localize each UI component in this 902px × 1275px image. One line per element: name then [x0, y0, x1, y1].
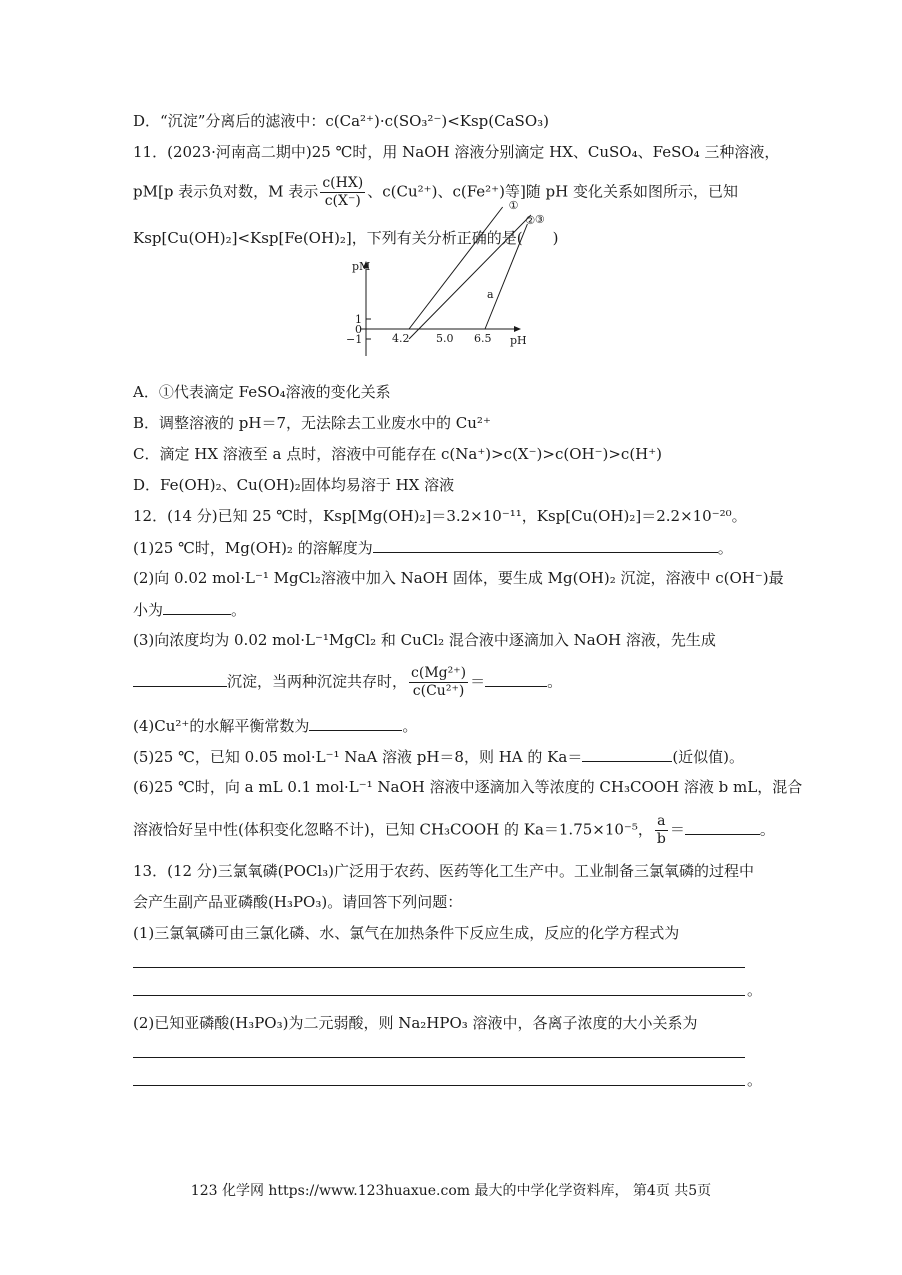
- q12-part5-end: (近似值)。: [672, 748, 745, 766]
- q11-option-c: C．滴定 HX 溶液至 a 点时，溶液中可能存在 c(Na⁺)>c(X⁻)>c(OH⁻)>c(H⁺): [133, 445, 663, 463]
- q11-stem-line2: [133, 175, 738, 210]
- answer-line[interactable]: [133, 1057, 745, 1058]
- q11-stem-line2-post: 、c(Cu²⁺)、c(Fe²⁺)等]随 pH 变化关系如图所示，已知: [367, 182, 739, 201]
- series-label-3: ③: [534, 213, 545, 226]
- y-tick-label-0: 0: [355, 323, 362, 336]
- q12-part6-end: 。: [759, 820, 775, 839]
- fraction-denominator: c(X⁻): [324, 193, 361, 209]
- answer-blank[interactable]: [485, 671, 547, 687]
- series-label-2: ②: [525, 214, 536, 227]
- fraction-denominator: b: [656, 831, 666, 847]
- q13-part1-end: 。: [747, 981, 763, 999]
- fraction-denominator: c(Cu²⁺): [412, 683, 465, 699]
- answer-line[interactable]: [133, 967, 745, 968]
- q11-option-d: D．Fe(OH)₂、Cu(OH)₂固体均易溶于 HX 溶液: [133, 476, 455, 494]
- answer-blank[interactable]: [685, 819, 760, 835]
- q11-stem-line3: Ksp[Cu(OH)₂]<Ksp[Fe(OH)₂]，下列有关分析正确的是( ): [133, 229, 559, 247]
- equals-sign: ＝: [669, 820, 685, 839]
- q12-part5-text: (5)25 ℃，已知 0.05 mol·L⁻¹ NaA 溶液 pH＝8，则 HA 的 Ka＝: [133, 748, 583, 766]
- q11-option-b: B．调整溶液的 pH＝7，无法除去工业废水中的 Cu²⁺: [133, 414, 491, 432]
- a-over-b-fraction: [655, 813, 668, 848]
- hx-ratio-fraction: [320, 175, 365, 210]
- x-axis-label: pH: [510, 334, 527, 347]
- q12-part1: [133, 537, 733, 558]
- q12-part2-end: 。: [231, 601, 247, 619]
- answer-line[interactable]: [133, 1085, 745, 1086]
- answer-blank[interactable]: [163, 599, 231, 615]
- answer-blank[interactable]: [582, 746, 672, 762]
- q10-option-d: D．“沉淀”分离后的滤液中：c(Ca²⁺)·c(SO₃²⁻)<Ksp(CaSO₃): [133, 112, 549, 130]
- q12-stem: 12．(14 分)已知 25 ℃时，Ksp[Mg(OH)₂]＝3.2×10⁻¹¹，Ksp[Cu(OH)₂]＝2.2×10⁻²⁰。: [133, 507, 747, 525]
- answer-blank[interactable]: [309, 715, 402, 731]
- q13-part2: (2)已知亚磷酸(H₃PO₃)为二元弱酸，则 Na₂HPO₃ 溶液中，各离子浓度的大小关系为: [133, 1014, 698, 1032]
- x-tick-label-4-2: 4.2: [392, 332, 410, 345]
- q12-part1-end: 。: [717, 539, 733, 557]
- series-label-1: ①: [508, 199, 519, 212]
- series-line-1: [409, 207, 503, 329]
- q12-part2-line2: [133, 599, 246, 620]
- q12-part1-text: (1)25 ℃时，Mg(OH)₂ 的溶解度为: [133, 539, 373, 557]
- x-tick-label-5-0: 5.0: [436, 332, 454, 345]
- fraction-numerator: a: [655, 813, 668, 831]
- q12-part6-text: 溶液恰好呈中性(体积变化忽略不计)，已知 CH₃COOH 的 Ka＝1.75×10⁻⁵，: [133, 820, 653, 839]
- fraction-numerator: c(HX): [322, 175, 364, 191]
- q12-part2-text: 小为: [133, 601, 164, 619]
- answer-blank[interactable]: [133, 671, 227, 687]
- y-axis-label: pM: [352, 260, 371, 273]
- q11-stem-line2-pre: pM[p 表示负对数，M 表示: [133, 182, 319, 201]
- q13-stem-line2: 会产生副产品亚磷酸(H₃PO₃)。请回答下列问题：: [133, 893, 463, 911]
- q12-part3-line1: (3)向浓度均为 0.02 mol·L⁻¹MgCl₂ 和 CuCl₂ 混合液中逐滴加入 NaOH 溶液，先生成: [133, 631, 716, 649]
- q12-part3-end: 。: [547, 672, 563, 691]
- q12-part3-text: 沉淀，当两种沉淀共存时，: [227, 672, 408, 691]
- fraction-numerator: c(Mg²⁺): [411, 665, 467, 681]
- page-footer: 123 化学网 https://www.123huaxue.com 最大的中学化学资料库， 第4页 共5页: [190, 1183, 712, 1199]
- q12-part4: [133, 715, 417, 736]
- point-a-label: a: [487, 288, 494, 301]
- q13-part2-end: 。: [747, 1071, 763, 1089]
- q12-part2-line1: (2)向 0.02 mol·L⁻¹ MgCl₂溶液中加入 NaOH 固体，要生成 Mg(OH)₂ 沉淀，溶液中 c(OH⁻)最: [133, 569, 784, 587]
- mg-cu-ratio-fraction: [409, 665, 468, 700]
- x-axis-arrow: [514, 326, 521, 332]
- q12-part6-line1: (6)25 ℃时，向 a mL 0.1 mol·L⁻¹ NaOH 溶液中逐滴加入等浓度的 CH₃COOH 溶液 b mL，混合: [133, 778, 803, 796]
- q12-part4-text: (4)Cu²⁺的水解平衡常数为: [133, 717, 310, 735]
- y-tick-label-minus1: −1: [346, 333, 363, 346]
- q13-part1: (1)三氯氧磷可由三氯化磷、水、氯气在加热条件下反应生成，反应的化学方程式为: [133, 924, 680, 942]
- q12-part6-line2: [133, 813, 775, 848]
- answer-line[interactable]: [133, 995, 745, 996]
- q12-part5: [133, 746, 744, 767]
- answer-blank[interactable]: [373, 537, 718, 553]
- equals-sign: ＝: [470, 672, 486, 691]
- x-tick-label-6-5: 6.5: [474, 332, 492, 345]
- q12-part4-end: 。: [402, 717, 418, 735]
- q12-part3-line2: [133, 665, 562, 700]
- q11-stem-line1: 11．(2023·河南高二期中)25 ℃时，用 NaOH 溶液分别滴定 HX、CuSO₄、FeSO₄ 三种溶液，: [133, 143, 780, 161]
- y-tick-label-1: 1: [355, 313, 362, 326]
- q13-stem-line1: 13．(12 分)三氯氧磷(POCl₃)广泛用于农药、医药等化工生产中。工业制备三氯氧磷的过程中: [133, 862, 755, 880]
- q11-option-a: A．①代表滴定 FeSO₄溶液的变化关系: [133, 383, 391, 401]
